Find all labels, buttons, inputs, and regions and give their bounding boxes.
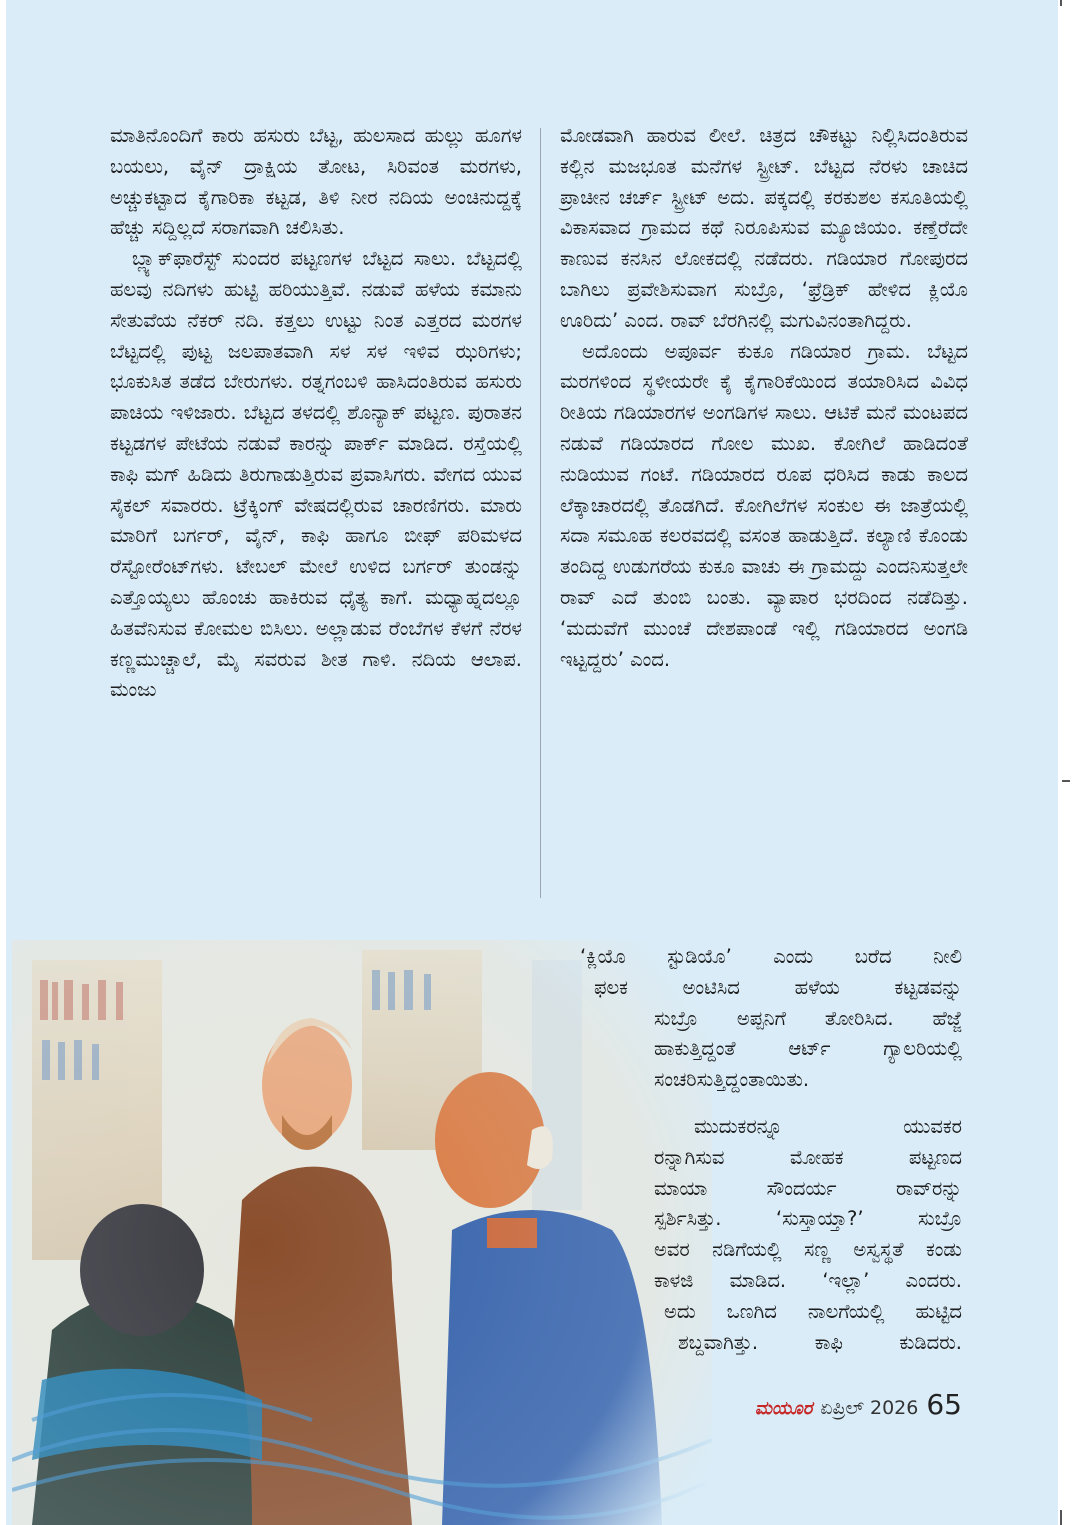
issue-date: ಏಪ್ರಿಲ್ 2026 [820, 1397, 919, 1419]
paragraph-5-wrap-line-2: ಫಲಕ ಅಂಟಿಸಿದ ಹಳೆಯ ಕಟ್ಟಡವನ್ನು [594, 975, 962, 999]
paragraph-6-wrap-line-8: ಶಬ್ದವಾಗಿತ್ತು. ಕಾಫಿ ಕುಡಿದರು. [678, 1330, 962, 1354]
paragraph-5-wrap-line-3: ಸುಬ್ರೊ ಅಪ್ಪನಿಗೆ ತೋರಿಸಿದ. ಹೆಜ್ಜೆ [654, 1006, 962, 1030]
magazine-page [6, 0, 1058, 1525]
paragraph-2: ಬ್ಲ್ಯಾಕ್‌ಫಾರೆಸ್ಟ್ ಸುಂದರ ಪಟ್ಟಣಗಳ ಬೆಟ್ಟದ ಸಾಲು. ಬೆಟ್ಟದಲ್ಲಿ ಹಲವು ನದಿಗಳು ಹುಟ್ಟಿ ಹರಿಯುತ್ತಿವೆ. ನಡುವೆ ಹಳೆಯ ಕಮಾನು ಸೇತುವೆಯ ನೆಕರ್ ನದಿ. ಕತ್ತಲು ಉಟ್ಟು ನಿಂತ ಎತ್ತರದ ಮರಗಳ ಬೆಟ್ಟದಲ್ಲಿ ಪುಟ್ಟ ಜಲಪಾತವಾಗಿ ಸಳ ಸಳ ಇಳಿವ ಝರಿಗಳು; ಭೂಕುಸಿತ ತಡೆದ ಬೇರುಗಳು. ರತ್ನಗಂಬಳಿ ಹಾಸಿದಂತಿರುವ ಹಸುರು ಪಾಚಿಯ ಇಳಿಜಾರು. ಬೆಟ್ಟದ ತಳದಲ್ಲಿ ಶೊನ್ಯಾಕ್ ಪಟ್ಟಣ. ಪುರಾತನ ಕಟ್ಟಡಗಳ ಪೇಟೆಯ ನಡುವೆ ಕಾರನ್ನು ಪಾರ್ಕ್ ಮಾಡಿದ. ರಸ್ತೆಯಲ್ಲಿ ಕಾಫಿ ಮಗ್ ಹಿಡಿದು ತಿರುಗಾಡುತ್ತಿರುವ ಪ್ರವಾಸಿಗರು. ವೇಗದ ಯುವ ಸೈಕಲ್ ಸವಾರರು. ಟ್ರೆಕ್ಕಿಂಗ್ ವೇಷದಲ್ಲಿರುವ ಚಾರಣಿಗರು. ಮಾರು ಮಾರಿಗೆ ಬರ್ಗರ್, ವೈನ್, ಕಾಫಿ ಹಾಗೂ ಬೀಫ್ ಪರಿಮಳದ ರೆಸ್ಟೋರೆಂಟ್‌ಗಳು. ಟೇಬಲ್ ಮೇಲೆ ಉಳಿದ ಬರ್ಗರ್ ತುಂಡನ್ನು ಎತ್ತೊಯ್ಯಲು ಹೊಂಚು ಹಾಕಿರುವ ಧೈತ್ಯ ಕಾಗೆ. ಮಧ್ಯಾಹ್ನದಲ್ಲೂ ಹಿತವೆನಿಸುವ ಕೋಮಲ ಬಿಸಿಲು. ಅಲ್ಲಾಡುವ ರೆಂಬೆಗಳ ಕೆಳಗೆ ನೆರಳ ಕಣ್ಣಮುಚ್ಚಾಲೆ, ಮೈ ಸವರುವ ಶೀತ ಗಾಳಿ. ನದಿಯ ಆಲಾಪ. ಮಂಜು [110, 247, 522, 702]
page-footer [755, 1388, 962, 1421]
paragraph-4: ಅದೊಂದು ಅಪೂರ್ವ ಕುಕೂ ಗಡಿಯಾರ ಗ್ರಾಮ. ಬೆಟ್ಟದ ಮರಗಳಿಂದ ಸ್ಥಳೀಯರೇ ಕೈ ಕೈಗಾರಿಕೆಯಿಂದ ತಯಾರಿಸಿದ ವಿವಿಧ ರೀತಿಯ ಗಡಿಯಾರಗಳ ಅಂಗಡಿಗಳ ಸಾಲು. ಆಟಿಕೆ ಮನೆ ಮಂಟಪದ ನಡುವೆ ಗಡಿಯಾರದ ಗೋಲ ಮುಖ. ಕೋಗಿಲೆ ಹಾಡಿದಂತೆ ನುಡಿಯುವ ಗಂಟೆ. ಗಡಿಯಾರದ ರೂಪ ಧರಿಸಿದ ಕಾಡು ಕಾಲದ ಲೆಕ್ಕಾಚಾರದಲ್ಲಿ ತೊಡಗಿದೆ. ಕೋಗಿಲೆಗಳ ಸಂಕುಲ ಈ ಜಾತ್ರೆಯಲ್ಲಿ ಸದಾ ಸಮೂಹ ಕಲರವದಲ್ಲಿ ವಸಂತ ಹಾಡುತ್ತಿದೆ. ಕಲ್ಯಾಣಿ ಕೊಂಡು ತಂದಿದ್ದ ಉಡುಗರೆಯ ಕುಕೂ ವಾಚು ಈ ಗ್ರಾಮದ್ದು ಎಂದನಿಸುತ್ತಲೇ ರಾವ್ ಎದೆ ತುಂಬಿ ಬಂತು. ವ್ಯಾಪಾರ ಭರದಿಂದ ನಡೆದಿತ್ತು. ‘ಮದುವೆಗೆ ಮುಂಚೆ ದೇಶಪಾಂಡೆ ಇಲ್ಲಿ ಗಡಿಯಾರದ ಅಂಗಡಿ ಇಟ್ಟದ್ದರು’ ಎಂದ. [560, 339, 968, 671]
crop-mark [1060, 1510, 1062, 1525]
paragraph-3: ಮೋಡವಾಗಿ ಹಾರುವ ಲೀಲೆ. ಚಿತ್ರದ ಚೌಕಟ್ಟು ನಿಲ್ಲಿಸಿದಂತಿರುವ ಕಲ್ಲಿನ ಮಜಭೂತ ಮನೆಗಳ ಸ್ಟ್ರೀಟ್. ಬೆಟ್ಟದ ನೆರಳು ಚಾಚಿದ ಪ್ರಾಚೀನ ಚರ್ಚ್ ಸ್ಟ್ರೀಟ್ ಅದು. ಪಕ್ಕದಲ್ಲಿ ಕರಕುಶಲ ಕಸೂತಿಯಲ್ಲಿ ವಿಕಾಸವಾದ ಗ್ರಾಮದ ಕಥೆ ನಿರೂಪಿಸುವ ಮ್ಯೂಜಿಯಂ. ಕಣ್ತೆರೆದೇ ಕಾಣುವ ಕನಸಿನ ಲೋಕದಲ್ಲಿ ನಡೆದರು. ಗಡಿಯಾರ ಗೋಪುರದ ಬಾಗಿಲು ಪ್ರವೇಶಿಸುವಾಗ ಸುಬ್ರೊ, ‘ಫ್ರೆಡ್ರಿಕ್ ಹೇಳಿದ ಕ್ಲಿಯೊ ಊರಿದು’ ಎಂದ. ರಾವ್ ಬೆರಗಿನಲ್ಲಿ ಮಗುವಿನಂತಾಗಿದ್ದರು. [560, 124, 968, 332]
left-text-column [110, 121, 522, 706]
paragraph-6-wrap-line-5: ಅವರ ನಡಿಗೆಯಲ್ಲಿ ಸಣ್ಣ ಅಸ್ವಸ್ಥತೆ ಕಂಡು [654, 1238, 962, 1262]
paragraph-6-wrap-line-3: ಮಾಯಾ ಸೌಂದರ್ಯ ರಾವ್‌ರನ್ನು [654, 1176, 962, 1200]
paragraph-6-wrap-line-7: ಅದು ಒಣಗಿದ ನಾಲಗೆಯಲ್ಲಿ ಹುಟ್ಟಿದ [664, 1299, 962, 1323]
column-divider [540, 128, 541, 898]
paragraph-6-wrap-line-4: ಸ್ಪರ್ಶಿಸಿತ್ತು. ‘ಸುಸ್ತಾಯ್ತಾ?’ ಸುಬ್ರೊ [654, 1207, 962, 1231]
paragraph-6-wrap-line-6: ಕಾಳಜಿ ಮಾಡಿದ. ‘ಇಲ್ಲಾ’ ಎಂದರು. [654, 1269, 962, 1292]
paragraph-5-wrap-line-1: ‘ಕ್ಲಿಯೊ ಸ್ಟುಡಿಯೊ’ ಎಂದು ಬರೆದ ನೀಲಿ [580, 945, 962, 968]
crop-mark [1060, 0, 1062, 6]
paragraph-5-wrap-line-5: ಸಂಚರಿಸುತ್ತಿದ್ದಂತಾಯಿತು. [654, 1068, 810, 1092]
magazine-logo: ಮಯೂರ [754, 1398, 813, 1419]
paragraph-1: ಮಾತಿನೊಂದಿಗೆ ಕಾರು ಹಸುರು ಬೆಟ್ಟ, ಹುಲಸಾದ ಹುಲ್ಲು ಹೂಗಳ ಬಯಲು, ವೈನ್ ದ್ರಾಕ್ಷಿಯ ತೋಟ, ಸಿರಿವಂತ ಮರಗಳು, ಅಚ್ಚುಕಟ್ಟಾದ ಕೈಗಾರಿಕಾ ಕಟ್ಟಡ, ತಿಳಿ ನೀರ ನದಿಯ ಅಂಚಿನುದ್ದಕ್ಕೆ ಹೆಚ್ಚು ಸದ್ದಿಲ್ಲದೆ ಸರಾಗವಾಗಿ ಚಲಿಸಿತು. [110, 124, 522, 240]
page-number: 65 [926, 1388, 962, 1421]
right-text-column [560, 121, 968, 675]
paragraph-6-wrap-line-2: ರನ್ನಾಗಿಸುವ ಮೋಹಕ ಪಟ್ಟಣದ [654, 1145, 962, 1169]
paragraph-6-wrap-line-1: ಮುದುಕರನ್ನೂ ಯುವಕರ [694, 1115, 962, 1138]
paragraph-5-wrap-line-4: ಹಾಕುತ್ತಿದ್ದಂತೆ ಆರ್ಟ್ ಗ್ಯಾಲರಿಯಲ್ಲಿ [654, 1037, 962, 1061]
crop-mark [1062, 780, 1070, 782]
